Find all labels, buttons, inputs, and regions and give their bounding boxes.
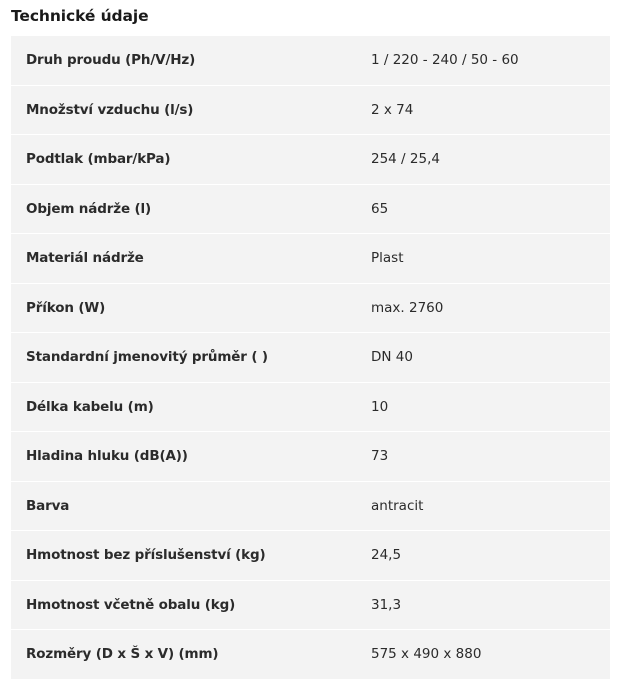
table-row (11, 432, 610, 481)
section-title: Technické údaje (11, 7, 149, 25)
table-row (11, 135, 610, 184)
spec-label: Hmotnost včetně obalu (kg) (26, 596, 236, 613)
spec-value: 73 (371, 448, 389, 465)
specs-table (11, 36, 610, 680)
spec-value: 575 x 490 x 880 (371, 646, 482, 663)
spec-label: Příkon (W) (26, 299, 106, 316)
spec-label: Materiál nádrže (26, 250, 144, 267)
spec-value: max. 2760 (371, 299, 444, 316)
table-row (11, 185, 610, 234)
spec-label: Podtlak (mbar/kPa) (26, 151, 171, 168)
spec-label: Délka kabelu (m) (26, 398, 154, 415)
table-row (11, 86, 610, 135)
spec-label: Hladina hluku (dB(A)) (26, 448, 188, 465)
spec-value: Plast (371, 250, 404, 267)
spec-label: Hmotnost bez příslušenství (kg) (26, 547, 266, 564)
table-row (11, 482, 610, 531)
spec-value: 254 / 25,4 (371, 151, 440, 168)
spec-label: Objem nádrže (l) (26, 200, 152, 217)
spec-label: Druh proudu (Ph/V/Hz) (26, 52, 196, 69)
spec-value: 10 (371, 398, 389, 415)
spec-label: Barva (26, 497, 70, 514)
table-row (11, 531, 610, 580)
spec-value: antracit (371, 497, 424, 514)
table-row (11, 234, 610, 283)
table-row (11, 284, 610, 333)
spec-value: 2 x 74 (371, 101, 414, 118)
spec-value: 31,3 (371, 596, 402, 613)
spec-label: Množství vzduchu (l/s) (26, 101, 194, 118)
table-row (11, 383, 610, 432)
spec-label: Standardní jmenovitý průměr ( ) (26, 349, 268, 366)
spec-value: DN 40 (371, 349, 413, 366)
spec-label: Rozměry (D x Š x V) (mm) (26, 646, 219, 663)
table-row (11, 36, 610, 85)
spec-value: 65 (371, 200, 389, 217)
spec-value: 24,5 (371, 547, 402, 564)
table-row (11, 333, 610, 382)
table-row (11, 630, 610, 679)
table-row (11, 581, 610, 630)
spec-value: 1 / 220 - 240 / 50 - 60 (371, 52, 519, 69)
